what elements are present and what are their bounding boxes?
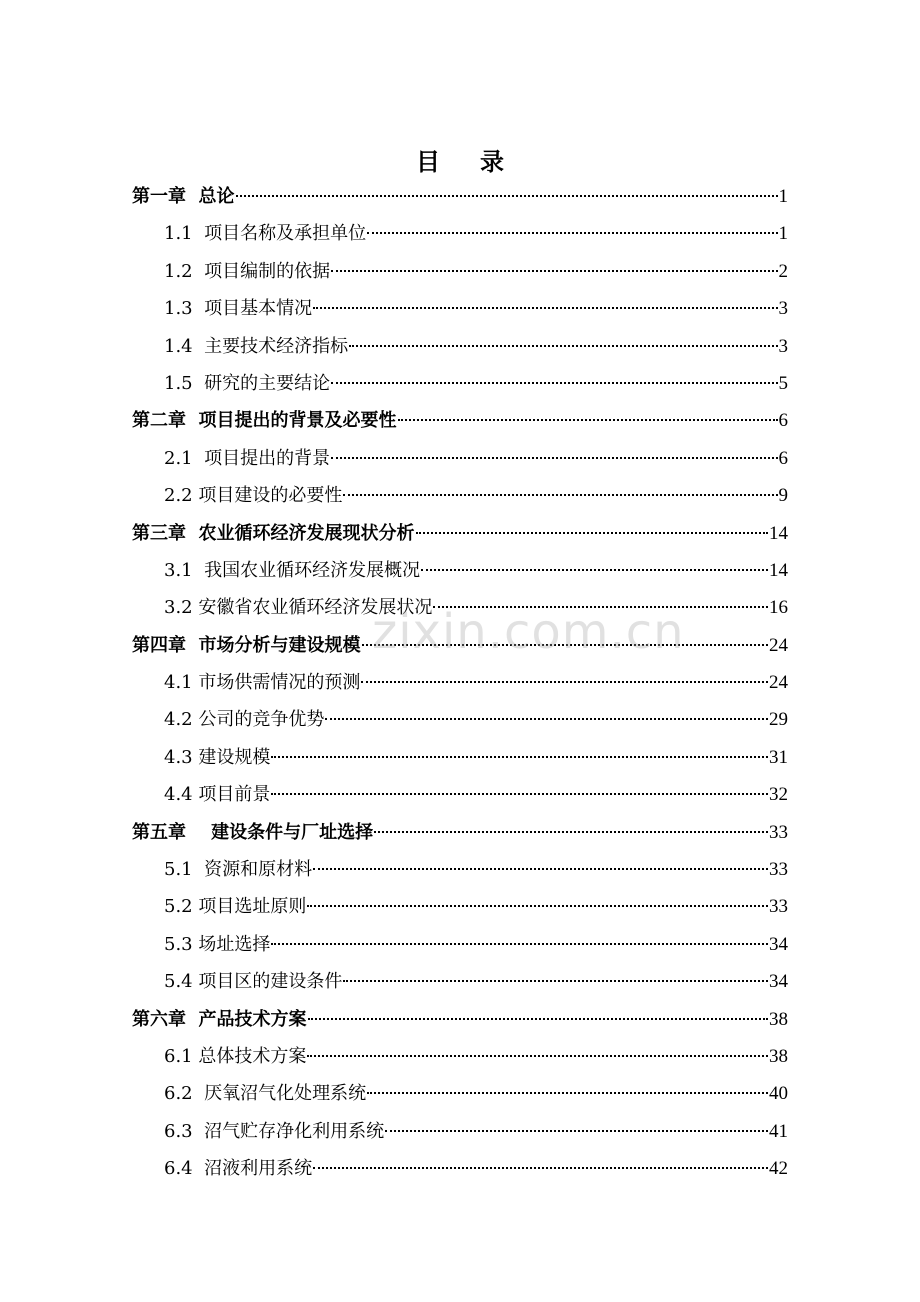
watermark: zixin.com.cn	[372, 604, 685, 660]
toc-entry-page-number: 38	[769, 1045, 788, 1067]
dot-leader	[343, 980, 768, 982]
toc-entry-label: 5.2 项目选址原则	[164, 896, 307, 918]
toc-entry-page-number: 38	[769, 1008, 788, 1030]
toc-entry-label: 5.4 项目区的建设条件	[164, 971, 343, 993]
toc-section-entry[interactable]	[132, 664, 788, 701]
dot-leader	[361, 681, 768, 683]
toc-section-entry[interactable]	[132, 215, 788, 252]
dot-leader	[313, 868, 768, 870]
toc-entry-label: 第二章 项目提出的背景及必要性	[132, 410, 397, 432]
toc-entry-label: 1.3 项目基本情况	[164, 298, 313, 320]
toc-chapter-entry[interactable]	[132, 627, 788, 664]
toc-section-entry[interactable]	[132, 963, 788, 1000]
toc-entry-label: 1.5 研究的主要结论	[164, 372, 331, 394]
dot-leader	[374, 831, 768, 833]
toc-chapter-entry[interactable]	[132, 515, 788, 552]
toc-section-entry[interactable]	[132, 1038, 788, 1075]
dot-leader	[362, 644, 768, 646]
toc-entry-page-number: 5	[778, 372, 788, 394]
dot-leader	[433, 606, 768, 608]
toc-entry-page-number: 14	[769, 522, 788, 544]
toc-entry-page-number: 33	[769, 896, 788, 918]
toc-entry-label: 6.3 沼气贮存净化利用系统	[164, 1120, 385, 1142]
toc-entry-label: 1.2 项目编制的依据	[164, 260, 331, 282]
toc-section-entry[interactable]	[132, 328, 788, 365]
toc-section-entry[interactable]	[132, 888, 788, 925]
dot-leader	[271, 793, 768, 795]
toc-entry-page-number: 24	[769, 634, 788, 656]
toc-chapter-entry[interactable]	[132, 814, 788, 851]
toc-entry-page-number: 1	[778, 186, 788, 207]
toc-entry-label: 第三章 农业循环经济发展现状分析	[132, 522, 415, 544]
toc-entry-label: 4.1 市场供需情况的预测	[164, 672, 361, 694]
toc-entry-page-number: 6	[778, 410, 788, 432]
toc-entry-page-number: 3	[778, 298, 788, 320]
toc-entry-page-number: 2	[778, 260, 788, 282]
toc-entry-page-number: 16	[769, 597, 788, 619]
toc-entry-page-number: 33	[769, 859, 788, 881]
toc-entry-label: 1.4 主要技术经济指标	[164, 335, 349, 357]
dot-leader	[385, 1130, 768, 1132]
toc-entry-page-number: 24	[769, 672, 788, 694]
toc-entry-page-number: 34	[769, 933, 788, 955]
dot-leader	[343, 494, 777, 496]
toc-chapter-entry[interactable]	[132, 402, 788, 439]
toc-entry-label: 第一章 总论	[132, 186, 235, 207]
toc-entry-label: 3.2 安徽省农业循环经济发展状况	[164, 597, 433, 619]
dot-leader	[307, 905, 768, 907]
toc-section-entry[interactable]	[132, 1150, 788, 1187]
page-title	[0, 142, 920, 177]
toc-entry-label: 2.2 项目建设的必要性	[164, 485, 343, 507]
toc-section-entry[interactable]	[132, 926, 788, 963]
toc-entry-label: 第六章 产品技术方案	[132, 1008, 307, 1030]
toc-entry-label: 4.2 公司的竞争优势	[164, 709, 325, 731]
toc-entry-page-number: 6	[778, 447, 788, 469]
toc-chapter-entry[interactable]	[132, 1001, 788, 1038]
dot-leader	[313, 307, 777, 309]
toc-section-entry[interactable]	[132, 365, 788, 402]
toc-entry-page-number: 33	[769, 821, 788, 843]
toc-section-entry[interactable]	[132, 290, 788, 327]
dot-leader	[271, 756, 768, 758]
toc-section-entry[interactable]	[132, 1075, 788, 1112]
dot-leader	[307, 1055, 768, 1057]
toc-entry-label: 4.4 项目前景	[164, 784, 271, 806]
toc-entry-page-number: 1	[778, 223, 788, 245]
toc-section-entry[interactable]	[132, 739, 788, 776]
toc-chapter-entry[interactable]	[132, 178, 788, 215]
toc-entry-page-number: 14	[769, 559, 788, 581]
dot-leader	[367, 1092, 768, 1094]
toc-section-entry[interactable]	[132, 1113, 788, 1150]
dot-leader	[416, 532, 768, 534]
dot-leader	[421, 569, 768, 571]
title-char-right: 录	[480, 147, 504, 176]
toc-entry-page-number: 29	[769, 709, 788, 731]
dot-leader	[367, 232, 777, 234]
dot-leader	[349, 345, 777, 347]
toc-entry-label: 5.3 场址选择	[164, 933, 271, 955]
table-of-contents	[132, 178, 788, 1188]
toc-entry-page-number: 3	[778, 335, 788, 357]
toc-section-entry[interactable]	[132, 776, 788, 813]
dot-leader	[313, 1167, 768, 1169]
toc-entry-page-number: 41	[769, 1120, 788, 1142]
toc-entry-label: 6.2 厌氧沼气化处理系统	[164, 1083, 367, 1105]
dot-leader	[331, 270, 777, 272]
toc-entry-label: 6.1 总体技术方案	[164, 1045, 307, 1067]
toc-section-entry[interactable]	[132, 851, 788, 888]
toc-entry-label: 4.3 建设规模	[164, 746, 271, 768]
toc-entry-page-number: 32	[769, 784, 788, 806]
toc-entry-label: 6.4 沼液利用系统	[164, 1158, 313, 1180]
toc-section-entry[interactable]	[132, 477, 788, 514]
toc-entry-label: 2.1 项目提出的背景	[164, 447, 331, 469]
title-char-left: 目	[416, 147, 440, 176]
dot-leader	[325, 718, 768, 720]
dot-leader	[331, 382, 777, 384]
toc-entry-label: 第四章 市场分析与建设规模	[132, 634, 361, 656]
toc-entry-page-number: 42	[769, 1158, 788, 1180]
toc-entry-label: 第五章 建设条件与厂址选择	[132, 821, 374, 843]
dot-leader	[236, 195, 778, 197]
dot-leader	[331, 457, 777, 459]
toc-section-entry[interactable]	[132, 552, 788, 589]
toc-section-entry[interactable]	[132, 701, 788, 738]
toc-entry-page-number: 40	[769, 1083, 788, 1105]
toc-section-entry[interactable]	[132, 253, 788, 290]
dot-leader	[271, 943, 768, 945]
toc-entry-label: 1.1 项目名称及承担单位	[164, 223, 367, 245]
toc-section-entry[interactable]	[132, 440, 788, 477]
dot-leader	[308, 1018, 768, 1020]
dot-leader	[398, 419, 778, 421]
toc-section-entry[interactable]	[132, 589, 788, 626]
toc-entry-label: 5.1 资源和原材料	[164, 859, 313, 881]
toc-entry-page-number: 31	[769, 746, 788, 768]
toc-entry-page-number: 9	[778, 485, 788, 507]
toc-entry-page-number: 34	[769, 971, 788, 993]
toc-entry-label: 3.1 我国农业循环经济发展概况	[164, 559, 421, 581]
